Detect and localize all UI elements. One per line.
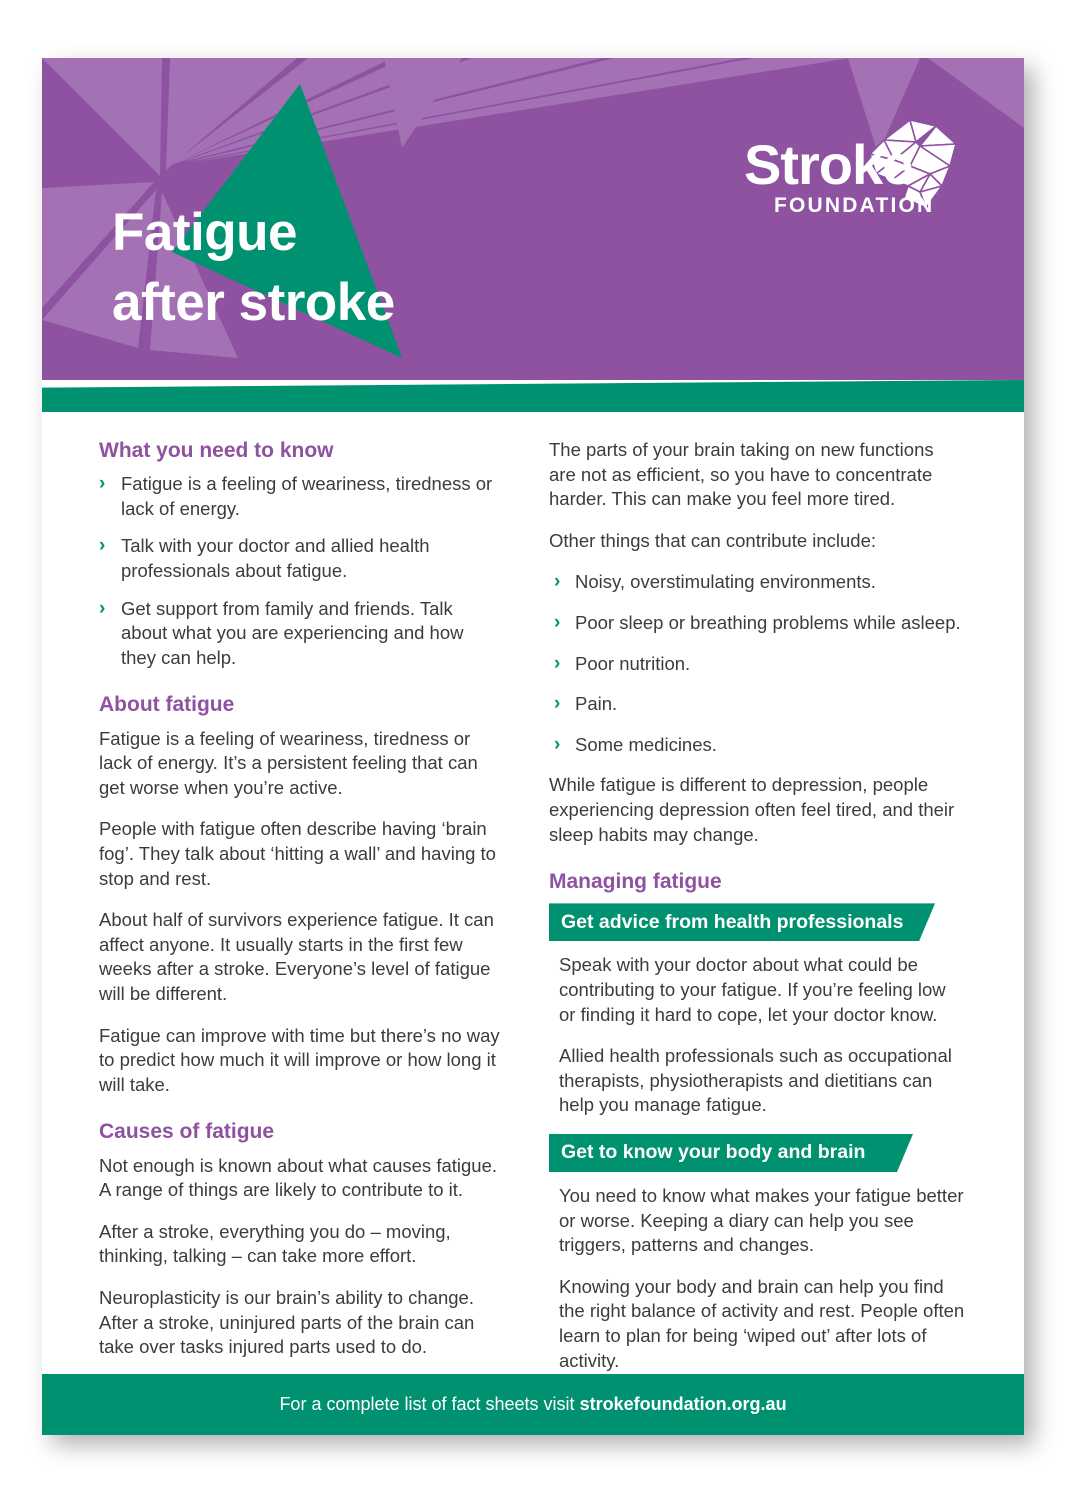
paragraph: You need to know what makes your fatigue better or worse. Keeping a diary can help you see triggers, patterns and changes.	[559, 1184, 964, 1256]
paragraph: Fatigue can improve with time but there’s no way to predict how much it will improve or how long it will take.	[99, 1024, 500, 1095]
list-item	[99, 534, 503, 583]
paragraph: Not enough is known about what causes fatigue. A range of things are likely to contribute to it.	[99, 1154, 498, 1201]
list-item-text: Poor nutrition.	[575, 652, 691, 674]
footer-prefix: For a complete list of fact sheets visit	[279, 1394, 580, 1414]
paragraph: Other things that can contribute include:	[549, 529, 877, 551]
list-item	[549, 692, 965, 717]
list-item	[99, 597, 503, 671]
stroke-foundation-logo	[744, 112, 976, 228]
paragraph: Speak with your doctor about what could be contributing to your fatigue. If you’re feeling low or finding it hard to cope, let your doctor know.	[559, 954, 946, 1025]
chevron-right-icon: ›	[99, 473, 106, 495]
left-column	[99, 438, 503, 1360]
list-item	[549, 652, 965, 677]
heading-what-you-need-to-know: What you need to know	[99, 439, 334, 462]
logo-wordmark: Stroke	[744, 133, 913, 196]
list-item	[549, 611, 965, 636]
banner-get-advice	[549, 903, 935, 941]
page-title-line-1: Fatigue	[112, 203, 297, 262]
logo-subwordmark: FOUNDATION	[774, 194, 935, 217]
heading-managing-fatigue: Managing fatigue	[549, 870, 722, 894]
subsection-body-brain-content	[549, 1184, 965, 1373]
contributing-factors-list	[549, 570, 965, 757]
list-item-text: Some medicines.	[575, 733, 717, 755]
chevron-right-icon: ›	[554, 693, 561, 715]
footer-url[interactable]: strokefoundation.org.au	[579, 1394, 787, 1414]
list-item-text: Noisy, overstimulating environments.	[575, 571, 876, 593]
page-footer	[42, 1374, 1024, 1435]
content-area	[42, 412, 1024, 1374]
green-band	[42, 380, 1024, 412]
chevron-right-icon: ›	[554, 611, 561, 633]
heading-about-fatigue: About fatigue	[99, 693, 235, 717]
header-green-divider	[42, 380, 1024, 412]
list-item	[99, 472, 503, 521]
footer-text	[279, 1394, 786, 1415]
banner-get-to-know-body	[549, 1134, 913, 1172]
list-item-text: Fatigue is a feeling of weariness, tiredness or lack of energy.	[121, 473, 493, 519]
paragraph: After a stroke, everything you do – moving, thinking, talking – can take more effort.	[99, 1220, 451, 1267]
fact-sheet-page	[42, 58, 1024, 1435]
paragraph: Allied health professionals such as occupational therapists, physiotherapists and dietitians can help you manage fatigue.	[559, 1045, 952, 1116]
page-header	[42, 58, 1024, 380]
heading-causes-of-fatigue: Causes of fatigue	[99, 1120, 275, 1144]
chevron-right-icon: ›	[554, 571, 561, 593]
key-points-list	[99, 472, 503, 670]
banner-label: Get advice from health professionals	[561, 910, 904, 933]
list-item-text: Talk with your doctor and allied health professionals about fatigue.	[121, 535, 430, 582]
chevron-right-icon: ›	[99, 597, 106, 619]
list-item-text: Pain.	[575, 693, 618, 715]
page-title	[112, 198, 395, 339]
right-column	[549, 438, 965, 1373]
banner-label: Get to know your body and brain	[561, 1141, 866, 1164]
subsection-get-advice-content	[549, 953, 965, 1118]
list-item	[549, 570, 965, 595]
paragraph: The parts of your brain taking on new functions are not as efficient, so you have to concentrate harder. This can make you feel more tired.	[549, 439, 934, 510]
chevron-right-icon: ›	[554, 652, 561, 674]
paragraph: About half of survivors experience fatigue. It can affect anyone. It usually starts in the first few weeks after a stroke. Everyone’s level of fatigue will be different.	[99, 909, 494, 1004]
chevron-right-icon: ›	[554, 733, 561, 755]
page-title-line-2: after stroke	[112, 273, 395, 333]
paragraph: Neuroplasticity is our brain’s ability to change. After a stroke, uninjured parts of the brain can take over tasks injured parts used to do.	[99, 1287, 475, 1358]
list-item-text: Poor sleep or breathing problems while asleep.	[575, 611, 961, 633]
chevron-right-icon: ›	[99, 535, 106, 557]
list-item	[549, 733, 965, 758]
paragraph: Fatigue is a feeling of weariness, tiredness or lack of energy. It’s a persistent feeling that can get worse when you’re active.	[99, 727, 478, 798]
paragraph: People with fatigue often describe having ‘brain fog’. They talk about ‘hitting a wall’ and having to stop and rest.	[99, 818, 496, 889]
paragraph: While fatigue is different to depression, people experiencing depression often feel tired, and their sleep habits may change.	[549, 774, 955, 845]
list-item-text: Get support from family and friends. Talk about what you are experiencing and how they can help.	[121, 597, 464, 668]
paragraph: Knowing your body and brain can help you find the right balance of activity and rest. People often learn to plan for being ‘wiped out’ after lots of activity.	[559, 1275, 965, 1371]
